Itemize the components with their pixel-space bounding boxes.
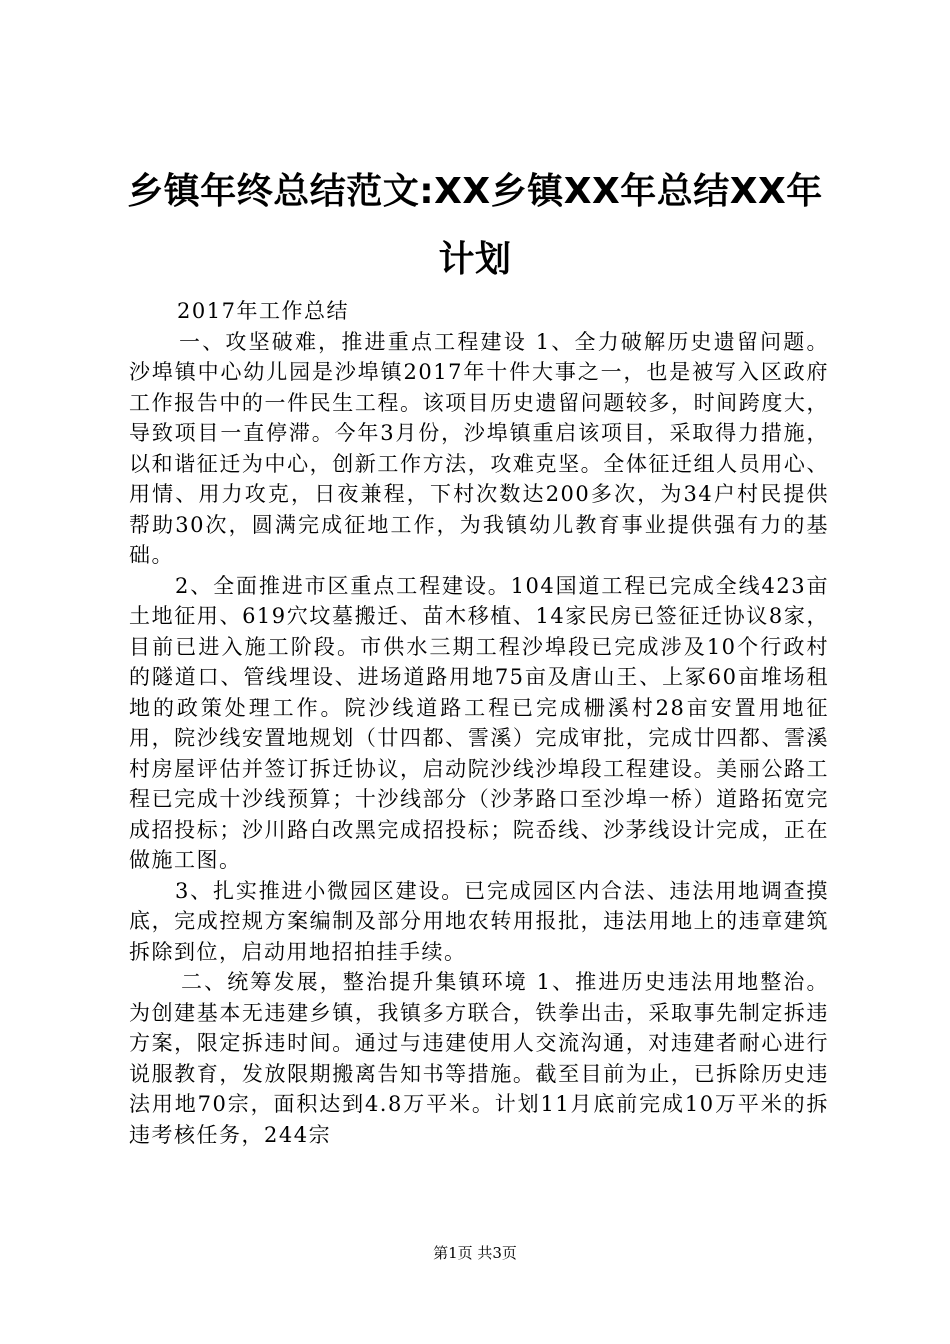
paragraph-1: 一、攻坚破难，推进重点工程建设 1、全力破解历史遗留问题。沙埠镇中心幼儿园是沙埠镇2017年十件大事之一，也是被写入区政府工作报告中的一件民生工程。该项目历史遗留问题较多，时间跨度大，导致项目一直停滞。今年3月份，沙埠镇重启该项目，采取得力措施，以和谐征迁为中心，创新工作方法，攻难克坚。全体征迁组人员用心、用情、用力攻克，日夜兼程，下村次数达200多次，为34户村民提供帮助30次，圆满完成征地工作，为我镇幼儿教育事业提供强有力的基础。 (129, 329, 829, 567)
document-body (129, 296, 829, 1150)
page-number-footer: 第1页 共3页 (433, 1244, 517, 1262)
paragraph-2: 2、全面推进市区重点工程建设。104国道工程已完成全线423亩土地征用、619穴坟墓搬迁、苗木移植、14家民房已签征迁协议8家，目前已进入施工阶段。市供水三期工程沙埠段已完成涉及10个行政村的隧道口、管线埋设、进场道路用地75亩及唐山王、上冢60亩堆场租地的政策处理工作。院沙线道路工程已完成栅溪村28亩安置用地征用，院沙线安置地规划（廿四都、霅溪）完成审批，完成廿四都、霅溪村房屋评估并签订拆迁协议，启动院沙线沙埠段工程建设。美丽公路工程已完成十沙线预算；十沙线部分（沙茅路口至沙埠一桥）道路拓宽完成招投标；沙川路白改黑完成招投标；院岙线、沙茅线设计完成，正在做施工图。 (129, 573, 829, 872)
paragraph-3: 3、扎实推进小微园区建设。已完成园区内合法、违法用地调查摸底，完成控规方案编制及部分用地农转用报批，违法用地上的违章建筑拆除到位，启动用地招拍挂手续。 (129, 878, 829, 964)
section-heading: 2017年工作总结 (177, 299, 349, 323)
paragraph-4: 二、统筹发展，整治提升集镇环境 1、推进历史违法用地整治。为创建基本无违建乡镇，我镇多方联合，铁拳出击，采取事先制定拆违方案，限定拆违时间。通过与违建使用人交流沟通，对违建者耐心进行说服教育，发放限期搬离告知书等措施。截至目前为止，已拆除历史违法用地70宗，面积达到4.8万平米。计划11月底前完成10万平米的拆违考核任务，244宗 (129, 970, 829, 1147)
document-title: 乡镇年终总结范文:XX乡镇XX年总结XX年计划 (127, 171, 823, 280)
